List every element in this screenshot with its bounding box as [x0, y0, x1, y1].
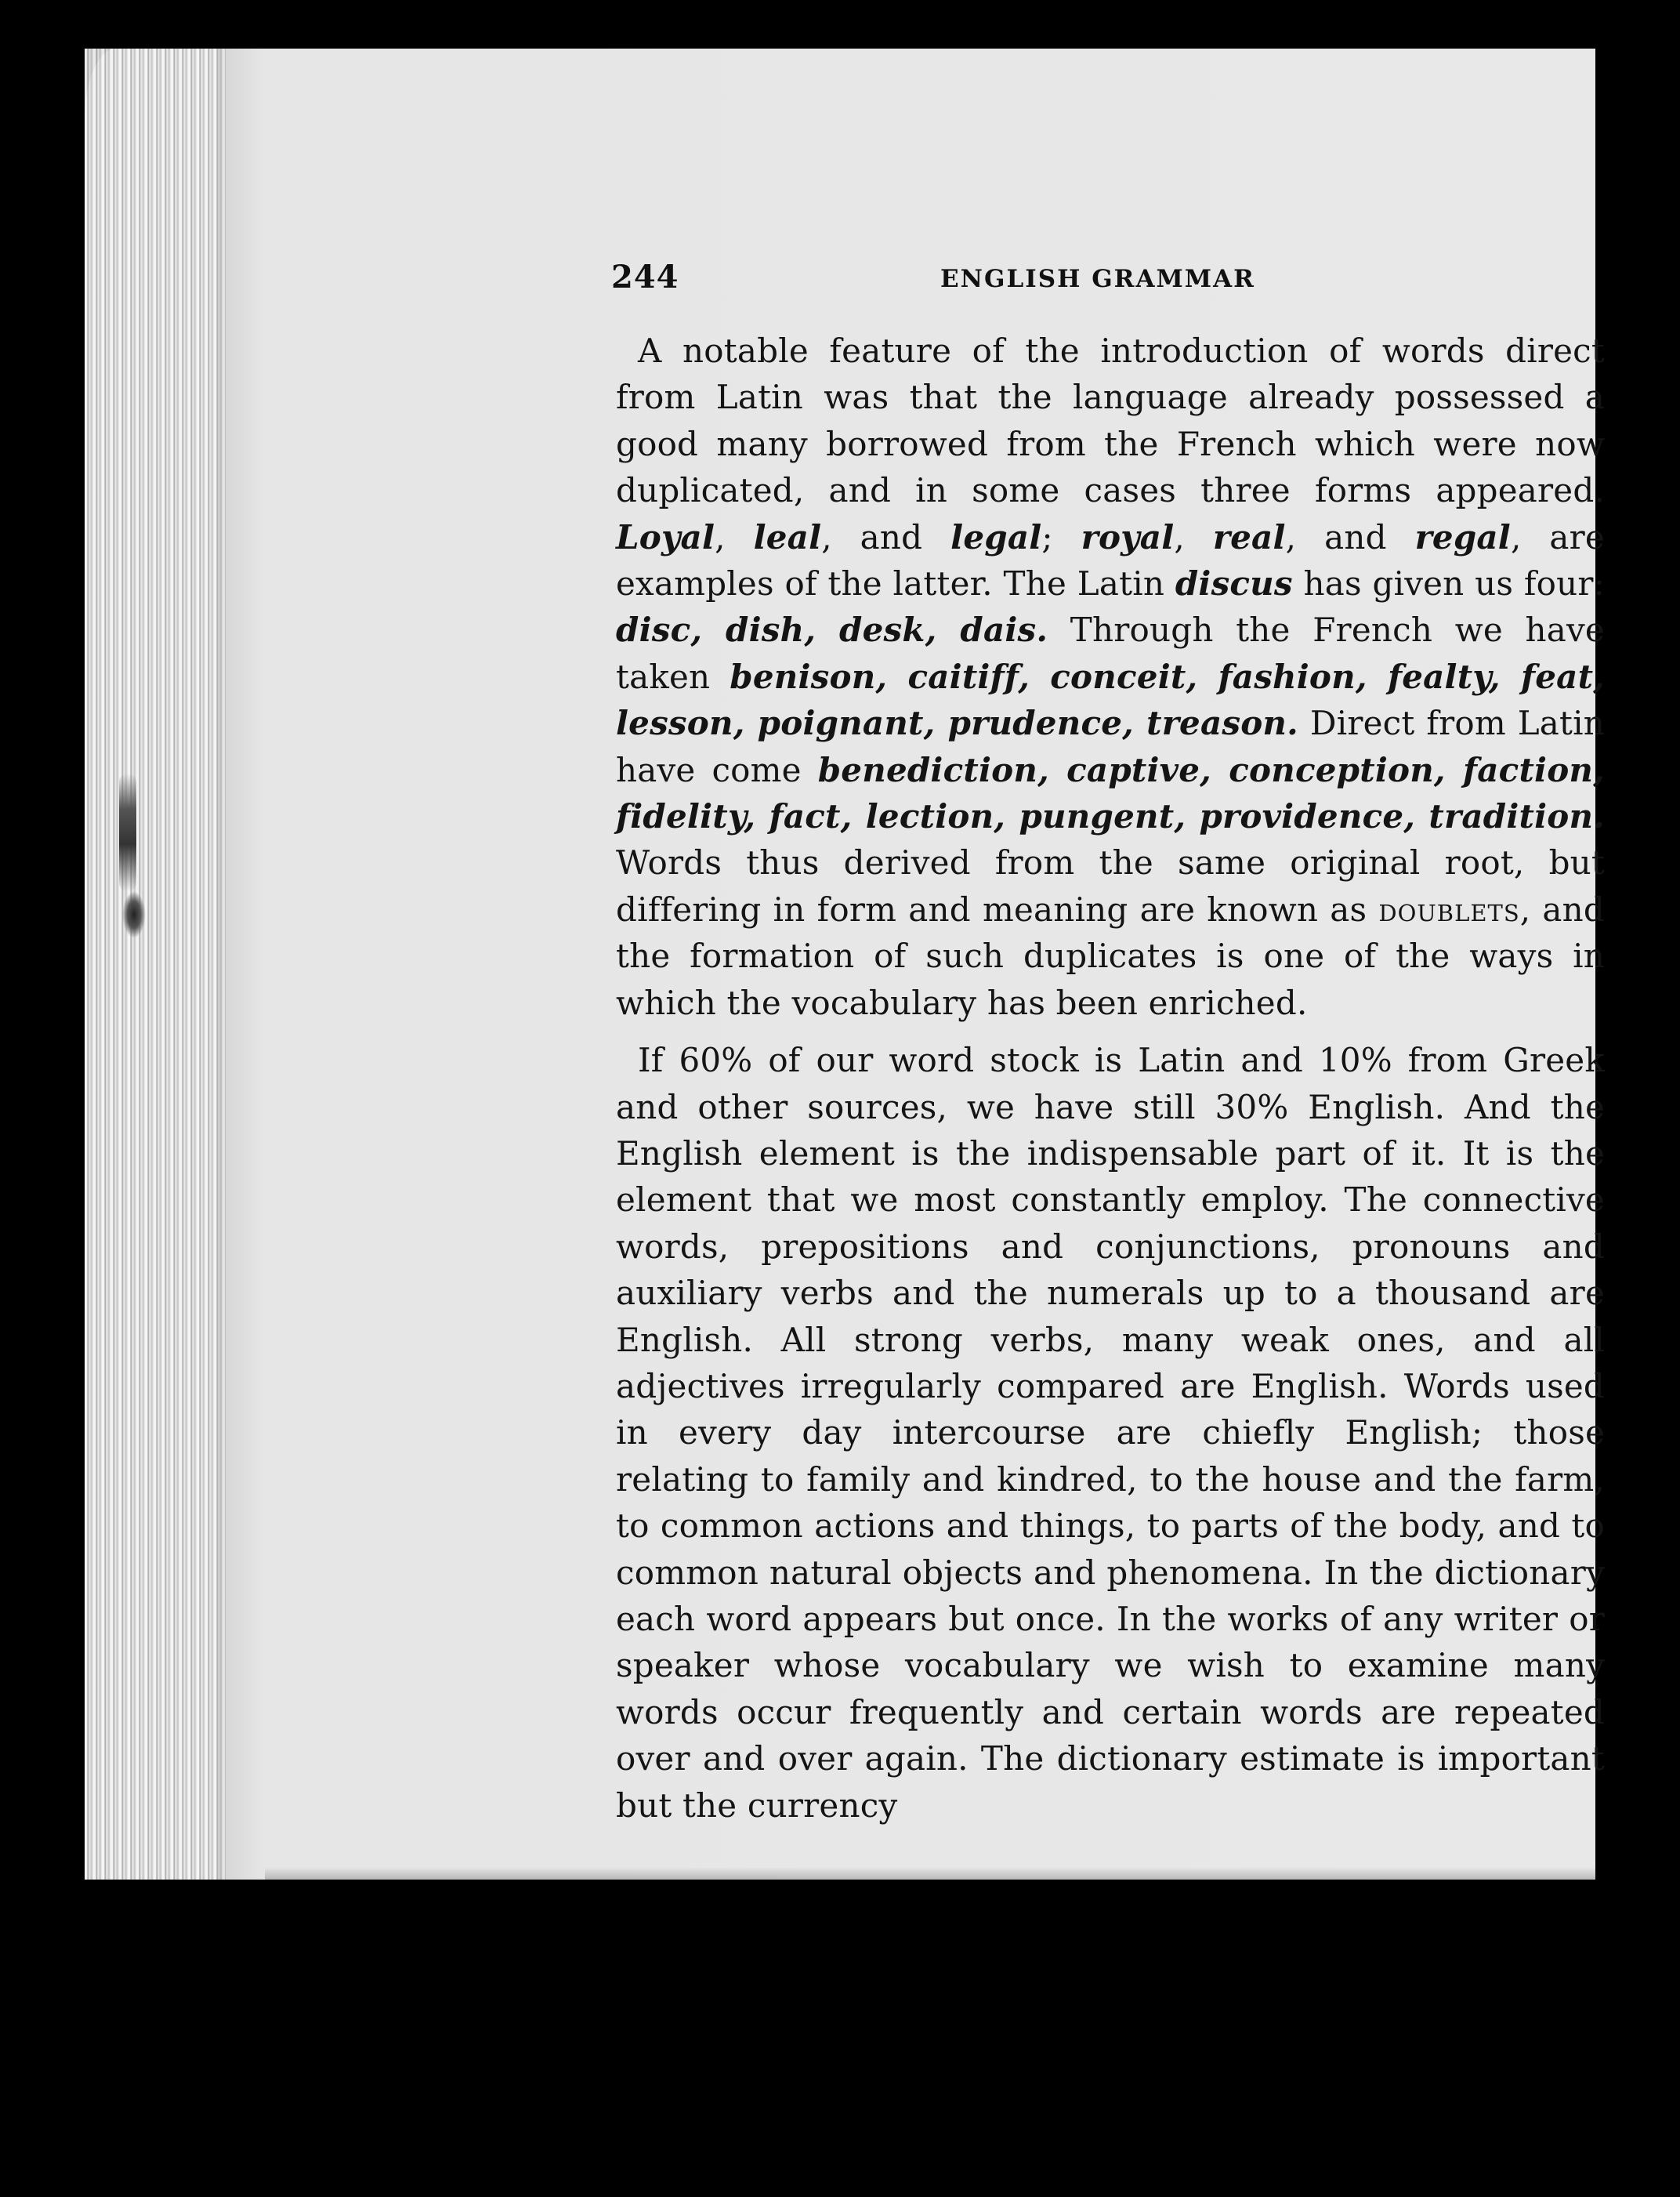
- binding-shadow: [218, 49, 265, 1880]
- italic-word: discus: [1175, 564, 1293, 604]
- italic-word: Loyal: [616, 517, 715, 557]
- text-run: ,: [715, 517, 754, 557]
- text-run: has given us four:: [1292, 564, 1606, 604]
- paragraph-english-element: If 60% of our word stock is Latin and 10% from Greek and other sources, we have still 30% English. And the English element is the indispensable part of it. It is the element that we most constantly employ. The connective words, prepositions and conjunctions, pronouns and auxiliary verbs and the numerals up to a thousand are English. All strong verbs, many weak ones, and all adjectives irregularly compared are English. Words used in every day intercourse are chiefly English; those relating to family and kindred, to the house and the farm, to common actions and things, to parts of the body, and to common natural objects and phenomena. In the dictionary each word appears but once. In the works of any writer or speaker whose vocabulary we wish to examine many words occur frequently and certain words are repeated over and over again. The dictionary estimate is important but the currency: [616, 1041, 1605, 1825]
- italic-word-list: disc, dish, desk, dais.: [616, 611, 1048, 650]
- paragraph-doublets: [616, 328, 1605, 1026]
- text-run: , and the formation of such duplicates is one of the ways in which the vocabulary has been enriched.: [616, 890, 1605, 1022]
- page-edges: [85, 49, 226, 1880]
- text-run: , are examples of the latter. The Latin: [616, 517, 1605, 604]
- italic-word-list: benediction, captive, conception, faction, fidelity, fact, lection, pungent, providence, tradition.: [616, 750, 1605, 836]
- text-run: Through the French we have taken: [616, 611, 1605, 696]
- text-run: Direct from Latin have come: [616, 704, 1605, 789]
- body-text: [616, 328, 1606, 1895]
- text-run: ;: [1041, 517, 1081, 557]
- running-head: ENGLISH GRAMMAR: [940, 265, 1255, 293]
- text-run: Words thus derived from the same original root, but differing in form and meaning are known as: [616, 843, 1605, 929]
- page-number: 244: [611, 259, 679, 295]
- italic-word-list: benison, caitiff, conceit, fashion, fealty, feat, lesson, poignant, prudence, treason.: [616, 657, 1605, 743]
- text-run: , and: [821, 517, 951, 557]
- small-caps-term: doublets: [1378, 890, 1520, 929]
- italic-word: royal: [1081, 517, 1175, 557]
- italic-word: real: [1212, 517, 1286, 557]
- text-run: , and: [1285, 517, 1415, 557]
- edge-smudge: [119, 774, 136, 891]
- italic-word: legal: [950, 517, 1042, 557]
- text-run: ,: [1174, 517, 1213, 557]
- italic-word: leal: [753, 517, 822, 557]
- text-run: A notable feature of the introduction of words direct from Latin was that the language already possessed a good many borrowed from the French which were now duplicated, and in some cases three forms appeared.: [616, 332, 1605, 510]
- italic-word: regal: [1414, 517, 1511, 557]
- edge-smudge-dot: [122, 891, 146, 938]
